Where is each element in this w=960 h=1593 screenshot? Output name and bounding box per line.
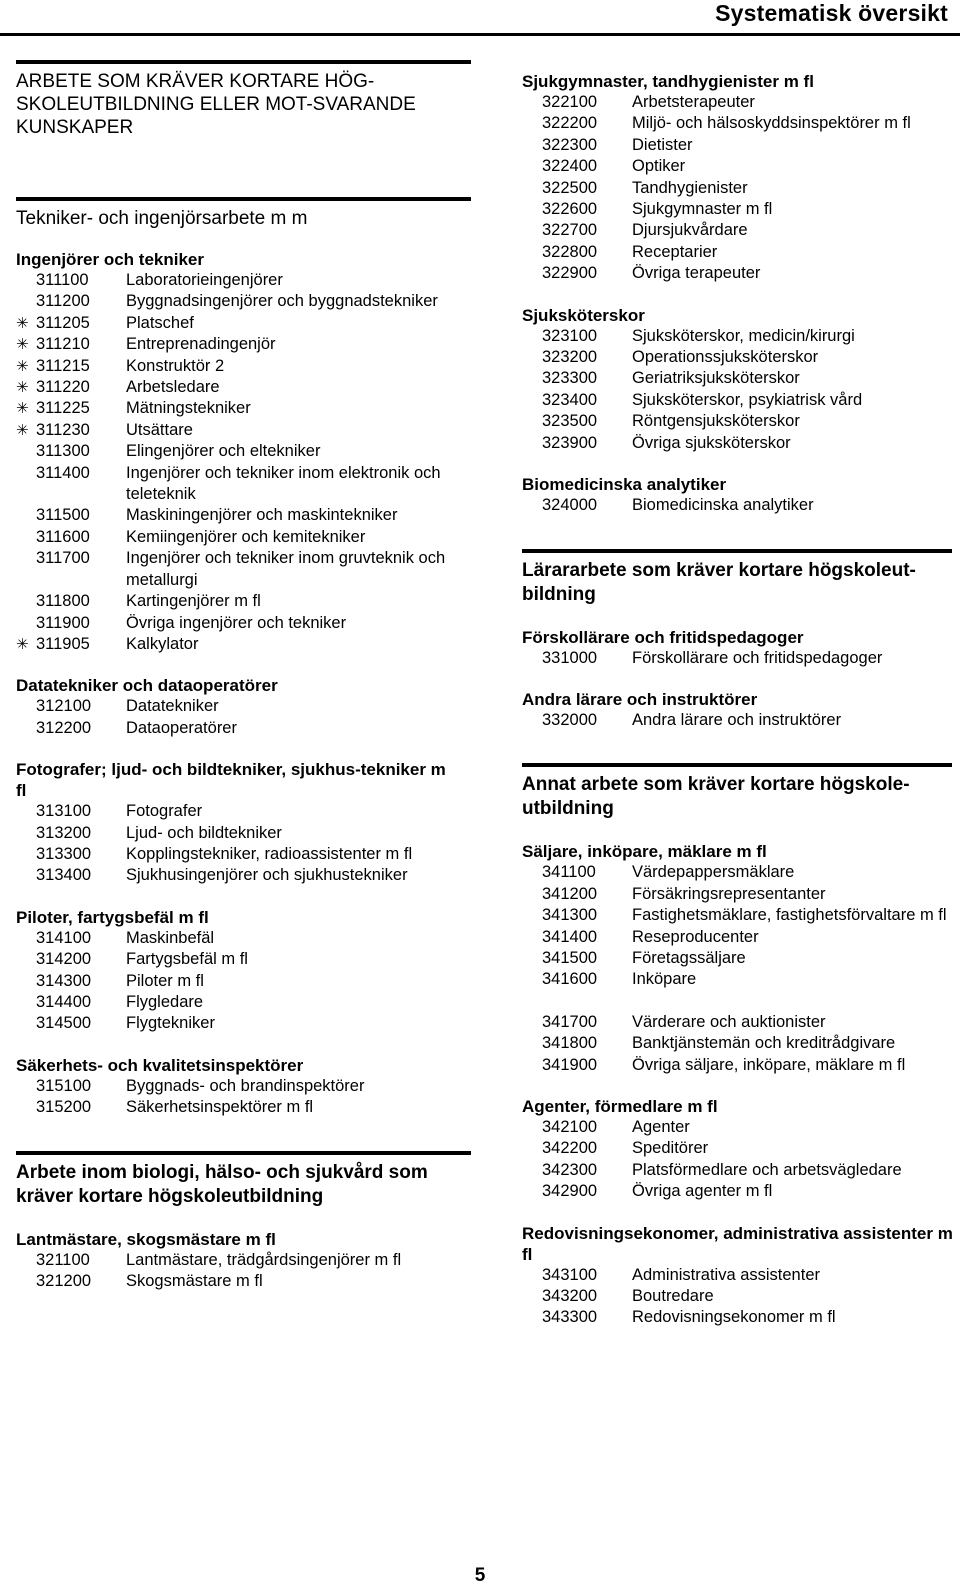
list-item [16,696,456,717]
group-heading: Fotografer; ljud- och bildtekniker, sjukhus-tekniker m fl [16,760,446,801]
occupation-title: Geriatriksjuksköterskor [632,369,800,388]
list-item [16,844,456,865]
occupation-title: Försäkringsrepresentanter [632,884,826,903]
occupation-code: 315200 [36,1098,92,1117]
list-item [522,710,960,731]
occupation-title: Elingenjörer och eltekniker [126,442,321,461]
star-icon: ✳ [16,400,29,418]
top-rule [0,33,960,36]
occupation-title: Laboratorieingenjörer [126,271,283,289]
occupation-title: Sjukgymnaster m fl [632,200,773,219]
occupation-title: Kalkylator [126,634,199,653]
group-heading: Datatekniker och dataoperatörer [16,676,278,696]
occupation-title: Maskinbefäl [126,928,215,947]
occupation-code: 311300 [36,442,90,461]
occupation-title: Kopplingstekniker, radioassistenter m fl [126,844,413,863]
star-icon: ✳ [16,336,29,354]
occupation-code: 341600 [542,970,598,989]
group-heading: Agenter, förmedlare m fl [522,1096,718,1116]
occupation-title: Arbetsterapeuter [632,93,755,111]
left-groups-biology [16,1229,456,1293]
occupation-title: Entreprenadingenjör [126,335,276,354]
section-heading-biology: Arbete inom biologi, hälso- och sjukvård som kräver kortare högskoleutbildning [16,1161,428,1207]
right-groups-other [522,841,960,1329]
left-groups [16,249,456,1119]
occupation-title: Maskiningenjörer och maskintekniker [126,506,398,525]
occupation-code: 311230 [36,420,90,439]
occupation-title: Speditörer [632,1139,709,1158]
occupation-code: 314200 [36,950,92,969]
section-heading-teaching: Lärararbete som kräver kortare högskoleut-bildning [522,559,916,605]
list-item [522,1055,960,1076]
list-item [16,928,456,949]
occupation-title: Andra lärare och instruktörer [632,710,842,729]
occupation-code: 312200 [36,718,92,737]
occupation-title: Djursjukvårdare [632,221,748,240]
list-item [522,884,960,905]
occupation-code: 322700 [542,221,598,240]
occupation-title: Konstruktör 2 [126,356,225,375]
occupation-code: 311225 [36,399,90,418]
list-item [522,1307,960,1328]
occupation-title: Fastighetsmäklare, fastighetsförvaltare m fl [632,906,947,925]
occupation-title: Kemiingenjörer och kemitekniker [126,527,366,546]
star-icon: ✳ [16,421,29,439]
list-item [522,1265,960,1286]
occupation-title: Övriga terapeuter [632,264,761,283]
occupation-code: 323400 [542,390,598,409]
occupation-title: Lantmästare, trädgårdsingenjörer m fl [126,1250,402,1269]
occupation-title: Inköpare [632,970,697,989]
occupation-code: 311900 [36,613,90,632]
right-groups-teaching [522,627,960,732]
list-item [522,433,960,454]
occupation-title: Flygledare [126,992,204,1011]
list-item [522,948,960,969]
list-item [522,1286,960,1307]
list-item [522,905,960,926]
list-item [522,1160,960,1181]
occupation-title: Arbetsledare [126,378,220,397]
occupation-code: 342900 [542,1182,598,1201]
occupation-code: 323900 [542,433,598,452]
list-item [16,291,456,312]
occupation-code: 311400 [36,463,90,482]
list-item [522,411,960,432]
group-heading: Sjukgymnaster, tandhygienister m fl [522,72,814,91]
occupation-code: 311500 [36,506,90,525]
occupation-title: Reseproducenter [632,927,759,946]
list-item [16,992,456,1013]
list-item [16,441,456,462]
list-item [522,648,960,669]
page-title: Systematisk översikt [715,0,948,26]
list-item [16,1271,456,1292]
list-item [522,156,960,177]
occupation-title: Datatekniker [126,697,219,716]
occupation-code: 342100 [542,1117,598,1136]
list-item [16,463,456,506]
group-heading: Andra lärare och instruktörer [522,689,758,709]
occupation-code: 311205 [36,313,90,332]
occupation-title: Övriga sjuksköterskor [632,433,791,452]
occupation-code: 311600 [36,527,90,546]
occupation-title: Redovisningsekonomer m fl [632,1308,836,1327]
occupation-title: Företagssäljare [632,948,746,967]
occupation-code: 324000 [542,496,598,515]
occupation-code: 311800 [36,592,90,611]
occupation-title: Administrativa assistenter [632,1265,820,1284]
occupation-code: 341400 [542,927,598,946]
occupation-code: 322200 [542,114,598,133]
list-item [16,527,456,548]
occupation-title: Piloter m fl [126,971,204,990]
group-heading: Ingenjörer och tekniker [16,250,204,269]
occupation-title: Mätningstekniker [126,399,251,418]
occupation-title: Receptarier [632,242,718,261]
occupation-code: 315100 [36,1076,92,1095]
occupation-code: 322800 [542,242,598,261]
occupation-title: Förskollärare och fritidspedagoger [632,648,883,667]
occupation-code: 323200 [542,348,598,367]
occupation-title: Värderare och auktionister [632,1012,826,1031]
list-item [522,862,960,883]
occupation-code: 314400 [36,992,92,1011]
group-heading: Redovisningsekonomer, administrativa assistenter m fl [522,1223,953,1264]
occupation-title: Fartygsbefäl m fl [126,950,248,969]
occupation-code: 322500 [542,178,598,197]
list-item [16,548,456,591]
list-item [16,398,456,419]
occupation-code: 313100 [36,802,92,821]
occupation-title: Dataoperatörer [126,718,237,737]
group-heading: Sjuksköterskor [522,305,645,325]
list-item [522,135,960,156]
occupation-title: Kartingenjörer m fl [126,592,261,611]
occupation-code: 313400 [36,866,92,885]
section-bar [522,763,952,767]
occupation-code: 321100 [36,1250,90,1269]
star-icon: ✳ [16,314,29,332]
occupation-code: 311220 [36,378,90,397]
list-item [16,356,456,377]
section-bar [16,197,471,201]
occupation-code: 322900 [542,264,598,283]
occupation-code: 323100 [542,326,598,345]
group-heading: Säkerhets- och kvalitetsinspektörer [16,1055,304,1075]
list-item [16,1097,456,1118]
list-item [522,92,960,113]
list-item [522,927,960,948]
occupation-code: 311700 [36,549,90,568]
list-item [522,1138,960,1159]
list-item [16,865,456,886]
page-number: 5 [474,1565,486,1586]
occupation-code: 322400 [542,157,598,176]
group-heading: Lantmästare, skogsmästare m fl [16,1229,276,1249]
list-item [16,270,456,291]
list-item [16,1013,456,1034]
occupation-title: Övriga säljare, inköpare, mäklare m fl [632,1055,906,1074]
occupation-code: 321200 [36,1272,92,1290]
occupation-code: 313300 [36,844,92,863]
occupation-code: 343200 [542,1287,598,1305]
occupation-title: Boutredare [632,1287,714,1305]
list-item [522,263,960,284]
occupation-title: Byggnadsingenjörer och byggnadstekniker [126,292,438,311]
occupation-code: 313200 [36,823,92,842]
occupation-title: Övriga ingenjörer och tekniker [126,613,347,632]
occupation-code: 341700 [542,1012,598,1031]
list-item [16,420,456,441]
list-item [16,1076,456,1097]
occupation-code: 341800 [542,1034,598,1053]
list-item [16,801,456,822]
list-item [16,634,456,655]
list-item [16,1250,456,1271]
list-item [522,1033,960,1054]
list-item [522,368,960,389]
occupation-code: 341200 [542,884,598,903]
occupation-title: Tandhygienister [632,178,748,197]
occupation-code: 314500 [36,1014,92,1033]
left-column [16,60,456,1292]
list-item [16,613,456,634]
occupation-title: Flygtekniker [126,1014,215,1033]
star-icon: ✳ [16,357,29,375]
list-item [522,178,960,199]
list-item [16,718,456,739]
list-item [16,334,456,355]
occupation-code: 341100 [542,863,596,882]
occupation-title: Biomedicinska analytiker [632,496,814,515]
occupation-title: Platsförmedlare och arbetsvägledare [632,1160,902,1179]
intro-heading: ARBETE SOM KRÄVER KORTARE HÖG-SKOLEUTBILDNING ELLER MOT-SVARANDE KUNSKAPER [16,71,416,138]
occupation-code: 342300 [542,1160,598,1179]
star-icon: ✳ [16,635,29,653]
occupation-title: Operationssjuksköterskor [632,348,819,367]
list-item [16,505,456,526]
occupation-code: 331000 [542,648,598,667]
occupation-code: 342200 [542,1139,598,1158]
occupation-code: 322600 [542,200,598,219]
group-heading: Förskollärare och fritidspedagoger [522,627,804,647]
occupation-code: 314300 [36,971,92,990]
list-item [16,971,456,992]
occupation-code: 343300 [542,1308,598,1327]
list-item [16,313,456,334]
section-bar [522,549,952,553]
occupation-code: 311200 [36,292,90,311]
occupation-title: Skogsmästare m fl [126,1272,263,1290]
occupation-code: 311210 [36,335,90,354]
list-item [522,495,960,516]
occupation-title: Dietister [632,135,693,154]
list-item [522,326,960,347]
occupation-code: 341300 [542,906,598,925]
list-item [522,1117,960,1138]
occupation-title: Övriga agenter m fl [632,1182,773,1201]
occupation-code: 323300 [542,369,598,388]
section-bar [16,1151,471,1155]
occupation-code: 311215 [36,356,90,375]
list-item [16,591,456,612]
list-item [522,1181,960,1202]
occupation-title: Optiker [632,157,686,176]
right-column [522,71,960,1329]
occupation-title: Platschef [126,313,194,332]
occupation-code: 341500 [542,948,598,967]
list-item [522,199,960,220]
list-item [16,377,456,398]
right-groups [522,71,960,517]
occupation-code: 322100 [542,93,598,111]
group-heading: Säljare, inköpare, mäklare m fl [522,842,767,862]
occupation-title: Utsättare [126,420,193,439]
occupation-title: Ingenjörer och tekniker inom elektronik och teleteknik [126,463,441,504]
occupation-code: 312100 [36,697,92,716]
occupation-title: Ljud- och bildtekniker [126,823,282,842]
occupation-code: 343100 [542,1265,598,1284]
occupation-title: Röntgensjuksköterskor [632,412,800,431]
group-heading: Piloter, fartygsbefäl m fl [16,907,209,927]
list-item [522,242,960,263]
group-heading: Biomedicinska analytiker [522,475,727,495]
list-item [522,220,960,241]
occupation-title: Fotografer [126,802,203,821]
list-item [16,949,456,970]
occupation-code: 341900 [542,1055,598,1074]
list-item [522,969,960,990]
occupation-code: 332000 [542,710,598,729]
occupation-title: Säkerhetsinspektörer m fl [126,1098,314,1117]
list-item [522,113,960,134]
occupation-title: Värdepappersmäklare [632,863,795,882]
star-icon: ✳ [16,379,29,397]
occupation-code: 311100 [36,271,89,289]
section-heading-technicians: Tekniker- och ingenjörsarbete m m [16,208,308,229]
list-item [522,347,960,368]
occupation-title: Sjuksköterskor, psykiatrisk vård [632,390,863,409]
occupation-code: 311905 [36,634,90,653]
occupation-title: Miljö- och hälsoskyddsinspektörer m fl [632,114,911,133]
list-item [16,823,456,844]
section-heading-other: Annat arbete som kräver kortare högskole-utbildning [522,774,910,820]
section-bar [16,60,471,64]
list-item [522,1012,960,1033]
occupation-title: Agenter [632,1117,690,1136]
occupation-code: 314100 [36,928,92,947]
occupation-title: Banktjänstemän och kreditrådgivare [632,1034,896,1053]
occupation-code: 322300 [542,135,598,154]
list-item [522,390,960,411]
occupation-title: Ingenjörer och tekniker inom gruvteknik och metallurgi [126,549,446,589]
occupation-code: 323500 [542,412,598,431]
occupation-title: Sjuksköterskor, medicin/kirurgi [632,326,855,345]
occupation-title: Byggnads- och brandinspektörer [126,1076,365,1095]
occupation-title: Sjukhusingenjörer och sjukhustekniker [126,866,408,885]
